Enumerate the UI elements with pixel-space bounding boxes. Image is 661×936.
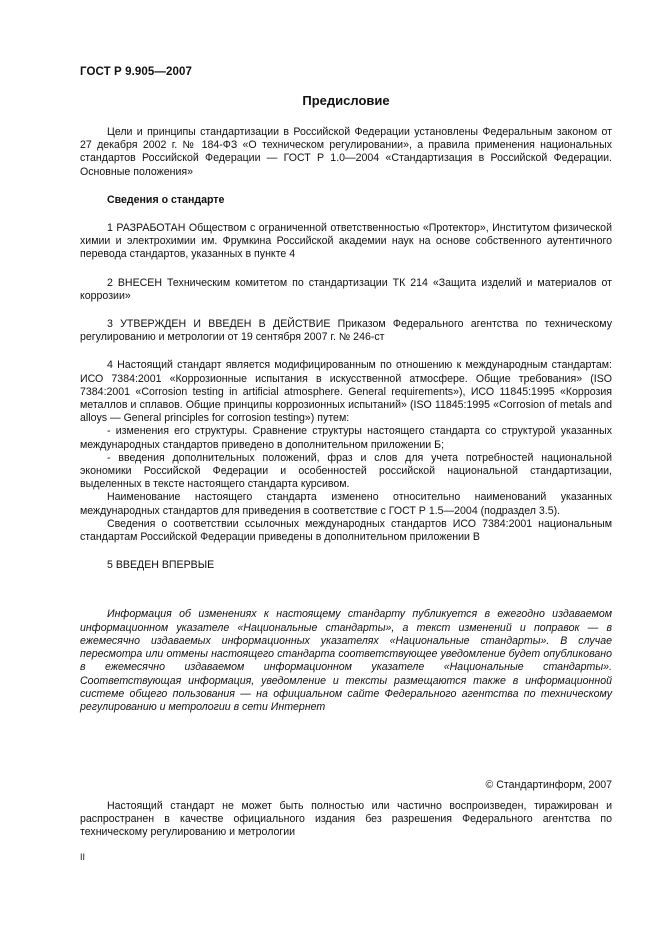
item-4-references: Сведения о соответствии ссылочных международных стандартов ИСО 7384:2001 национальным стандартам Российской Федерации приведены в дополнительном приложении В [80, 517, 612, 544]
item-4-modified: 4 Настоящий стандарт является модифицированным по отношению к международным стандартам: ИСО 7384:2001 «Коррозионные испытания в искусственной атмосфере. Общие требования» (ISO 7384:2001 «Corrosion testing in artificial atmosphere. General requirements»), ИСО 11845:1995 «Коррозия металлов и сплавов. Общие принципы коррозионных испытаний» (ISO 11845:1995 «Corrosion of metals and alloys — General principles for corrosion testing») путем: [80, 359, 612, 425]
item-5-introduced: 5 ВВЕДЕН ВПЕРВЫЕ [107, 559, 215, 572]
reproduction-notice [80, 800, 612, 840]
item-1-developed: 1 РАЗРАБОТАН Обществом с ограниченной ответственностью «Протектор», Институтом физической химии и электрохимии им. Фрумкина Российской академии наук на основе собственного аутентичного перевода стандартов, указанных в пункте 4 [80, 222, 612, 261]
reproduction-notice-text: Настоящий стандарт не может быть полностью или частично воспроизведен, тиражирован и распространен в качестве официального издания без разрешения Федерального агентства по техническому регулированию и метрологии [80, 800, 612, 839]
page-title: Предисловие [302, 93, 390, 108]
section-heading: Сведения о стандарте [107, 193, 225, 206]
changes-info-paragraph: Информация об изменениях к настоящему стандарту публикуется в ежегодно издаваемом информационном указателе «Национальные стандарты», а текст изменений и поправок — в ежемесячно издаваемых информационных указателях «Национальные стандарты». В случае пересмотра или отмены настоящего стандарта соответствующее уведомление будет опубликовано в ежемесячно издаваемом информационном указателе «Национальные стандарты». Соответствующая информация, уведомление и тексты размещаются также в информационной системе общего пользования — на официальном сайте Федерального агентства по техническому регулированию и метрологии в сети Интернет [80, 608, 612, 713]
item-3-approved: 3 УТВЕРЖДЕН И ВВЕДЕН В ДЕЙСТВИЕ Приказом Федерального агентства по техническому регулированию и метрологии от 19 сентября 2007 г. № 246-ст [80, 318, 612, 344]
item-4-name-change: Наименование настоящего стандарта изменено относительно наименований указанных международных стандартов для приведения в соответствие с ГОСТ Р 1.5—2004 (подраздел 3.5). [80, 491, 612, 517]
preface-body [80, 126, 612, 714]
item-4-bullet-additions: - введения дополнительных положений, фраз и слов для учета потребностей национальной экономики Российской Федерации и особенностей российской национальной стандартизации, выделенных в тексте настоящего стандарта курсивом. [80, 451, 612, 491]
item-4-bullet-structure: - изменения его структуры. Сравнение структуры настоящего стандарта со структурой указанных международных стандартов приведено в дополнительном приложении Б; [80, 425, 612, 451]
intro-paragraph: Цели и принципы стандартизации в Российской Федерации установлены Федеральным законом от 27 декабря 2002 г. № 184-ФЗ «О техническом регулировании», а правила применения национальных стандартов Российской Федерации — ГОСТ Р 1.0—2004 «Стандартизация в Российской Федерации. Основные положения» [80, 126, 612, 178]
copyright-line: © Стандартинформ, 2007 [485, 779, 612, 791]
document-code-header: ГОСТ Р 9.905—2007 [80, 66, 192, 78]
item-2-submitted: 2 ВНЕСЕН Техническим комитетом по стандартизации ТК 214 «Защита изделий и материалов от коррозии» [80, 276, 612, 302]
page-number: II [80, 852, 86, 862]
